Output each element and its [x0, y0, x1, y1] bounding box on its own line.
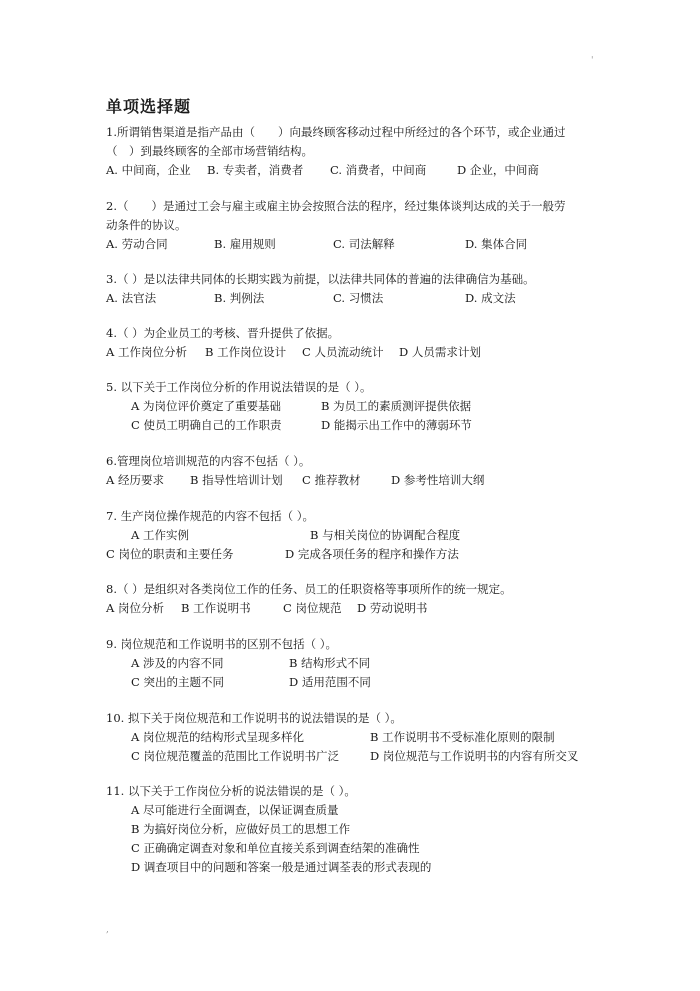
question-1-line-1: 1.所谓销售渠道是指产品由（ ）向最终顾客移动过程中所经过的各个环节，或企业通过	[106, 125, 566, 139]
question-9-option-d: D 适用范围不同	[289, 675, 371, 689]
question-3-option-d: D. 成文法	[465, 291, 516, 305]
question-8-option-a: A 岗位分析	[106, 601, 164, 615]
question-10-option-b: B 工作说明书不受标准化原则的限制	[370, 730, 555, 744]
question-1-option-b: B. 专卖者，消费者	[207, 163, 304, 177]
page-bottom-mark: ,	[106, 925, 109, 935]
question-8-option-b: B 工作说明书	[181, 601, 251, 615]
question-2-option-a: A. 劳动合同	[106, 237, 168, 251]
question-6-option-c: C 推荐教材	[302, 473, 361, 487]
question-10-line-1: 10. 拟下关于岗位规范和工作说明书的说法错误的是（ ）。	[106, 711, 402, 725]
question-4-option-a: A 工作岗位分析	[106, 345, 187, 359]
question-5-option-a: A 为岗位评价奠定了重要基础	[131, 399, 281, 413]
question-1-option-c: C. 消费者，中间商	[330, 163, 427, 177]
page-corner-mark: '	[591, 56, 594, 66]
question-9-option-c: C 突出的主题不同	[131, 675, 224, 689]
question-8-line-1: 8.（ ）是组织对各类岗位工作的任务、员工的任职资格等事项所作的统一规定。	[106, 582, 512, 596]
question-7-option-b: B 与相关岗位的协调配合程度	[310, 528, 461, 542]
question-2-option-b: B. 雇用规则	[214, 237, 276, 251]
question-2-option-c: C. 司法解释	[333, 237, 395, 251]
question-3-line-1: 3.（ ）是以法律共同体的长期实践为前提，以法律共同体的普遍的法律确信为基础。	[106, 272, 535, 286]
question-3-option-c: C. 习惯法	[333, 291, 384, 305]
question-2-line-1: 2.（ ）是通过工会与雇主或雇主协会按照合法的程序，经过集体谈判达成的关于一般劳	[106, 199, 566, 213]
question-7-option-a: A 工作实例	[131, 528, 189, 542]
question-4-option-b: B 工作岗位设计	[205, 345, 287, 359]
question-1-option-d: D 企业，中间商	[457, 163, 539, 177]
question-7-option-d: D 完成各项任务的程序和操作方法	[285, 547, 459, 561]
question-10-option-a: A 岗位规范的结构形式呈现多样化	[131, 730, 304, 744]
question-7-option-c: C 岗位的职责和主要任务	[106, 547, 234, 561]
question-5-option-c: C 使员工明确自己的工作职责	[131, 418, 282, 432]
question-8-option-c: C 岗位规范	[283, 601, 342, 615]
question-6-option-b: B 指导性培训计划	[190, 473, 283, 487]
question-11-option-d: D 调查项目中的问题和答案一般是通过调荃表的形式表现的	[131, 860, 432, 874]
section-title: 单项选择题	[106, 97, 192, 116]
question-9-option-a: A 涉及的内容不同	[131, 656, 224, 670]
question-1-line-2: （ ）到最终顾客的全部市场营销结构。	[106, 144, 313, 158]
question-7-line-1: 7. 生产岗位操作规范的内容不包括（ ）。	[106, 509, 315, 523]
question-2-option-d: D. 集体合同	[465, 237, 528, 251]
question-5-line-1: 5. 以下关于工作岗位分析的作用说法错误的是（ ）。	[106, 380, 372, 394]
question-3-option-a: A. 法官法	[106, 291, 157, 305]
question-6-option-d: D 参考性培训大纲	[391, 473, 485, 487]
question-5-option-b: B 为员工的素质测评提供依据	[321, 399, 472, 413]
question-6-option-a: A 经历要求	[106, 473, 164, 487]
question-8-option-d: D 劳动说明书	[357, 601, 428, 615]
question-5-option-d: D 能揭示出工作中的薄弱环节	[321, 418, 472, 432]
question-2-line-2: 动条件的协议。	[106, 218, 187, 232]
question-9-line-1: 9. 岗位规范和工作说明书的区别不包括（ ）。	[106, 637, 338, 651]
question-11-option-c: C 正确确定调查对象和单位直接关系到调查结架的准确性	[131, 841, 420, 855]
question-4-option-c: C 人员流动统计	[302, 345, 384, 359]
question-9-option-b: B 结构形式不同	[289, 656, 371, 670]
question-10-option-d: D 岗位规范与工作说明书的内容有所交叉	[370, 749, 579, 763]
question-1-option-a: A. 中间商，企业	[106, 163, 191, 177]
question-6-line-1: 6.管理岗位培训规范的内容不包括（ ）。	[106, 454, 311, 468]
question-11-option-a: A 尽可能进行全面调查，以保证调查质量	[131, 803, 339, 817]
question-4-line-1: 4.（ ）为企业员工的考核、晋升提供了依据。	[106, 326, 340, 340]
question-11-line-1: 11. 以下关于工作岗位分析的说法错误的是（ ）。	[106, 784, 356, 798]
question-10-option-c: C 岗位规范覆盖的范围比工作说明书广泛	[131, 749, 339, 763]
question-11-option-b: B 为搞好岗位分析，应做好员工的思想工作	[131, 822, 351, 836]
question-4-option-d: D 人员需求计划	[399, 345, 481, 359]
question-3-option-b: B. 判例法	[214, 291, 265, 305]
